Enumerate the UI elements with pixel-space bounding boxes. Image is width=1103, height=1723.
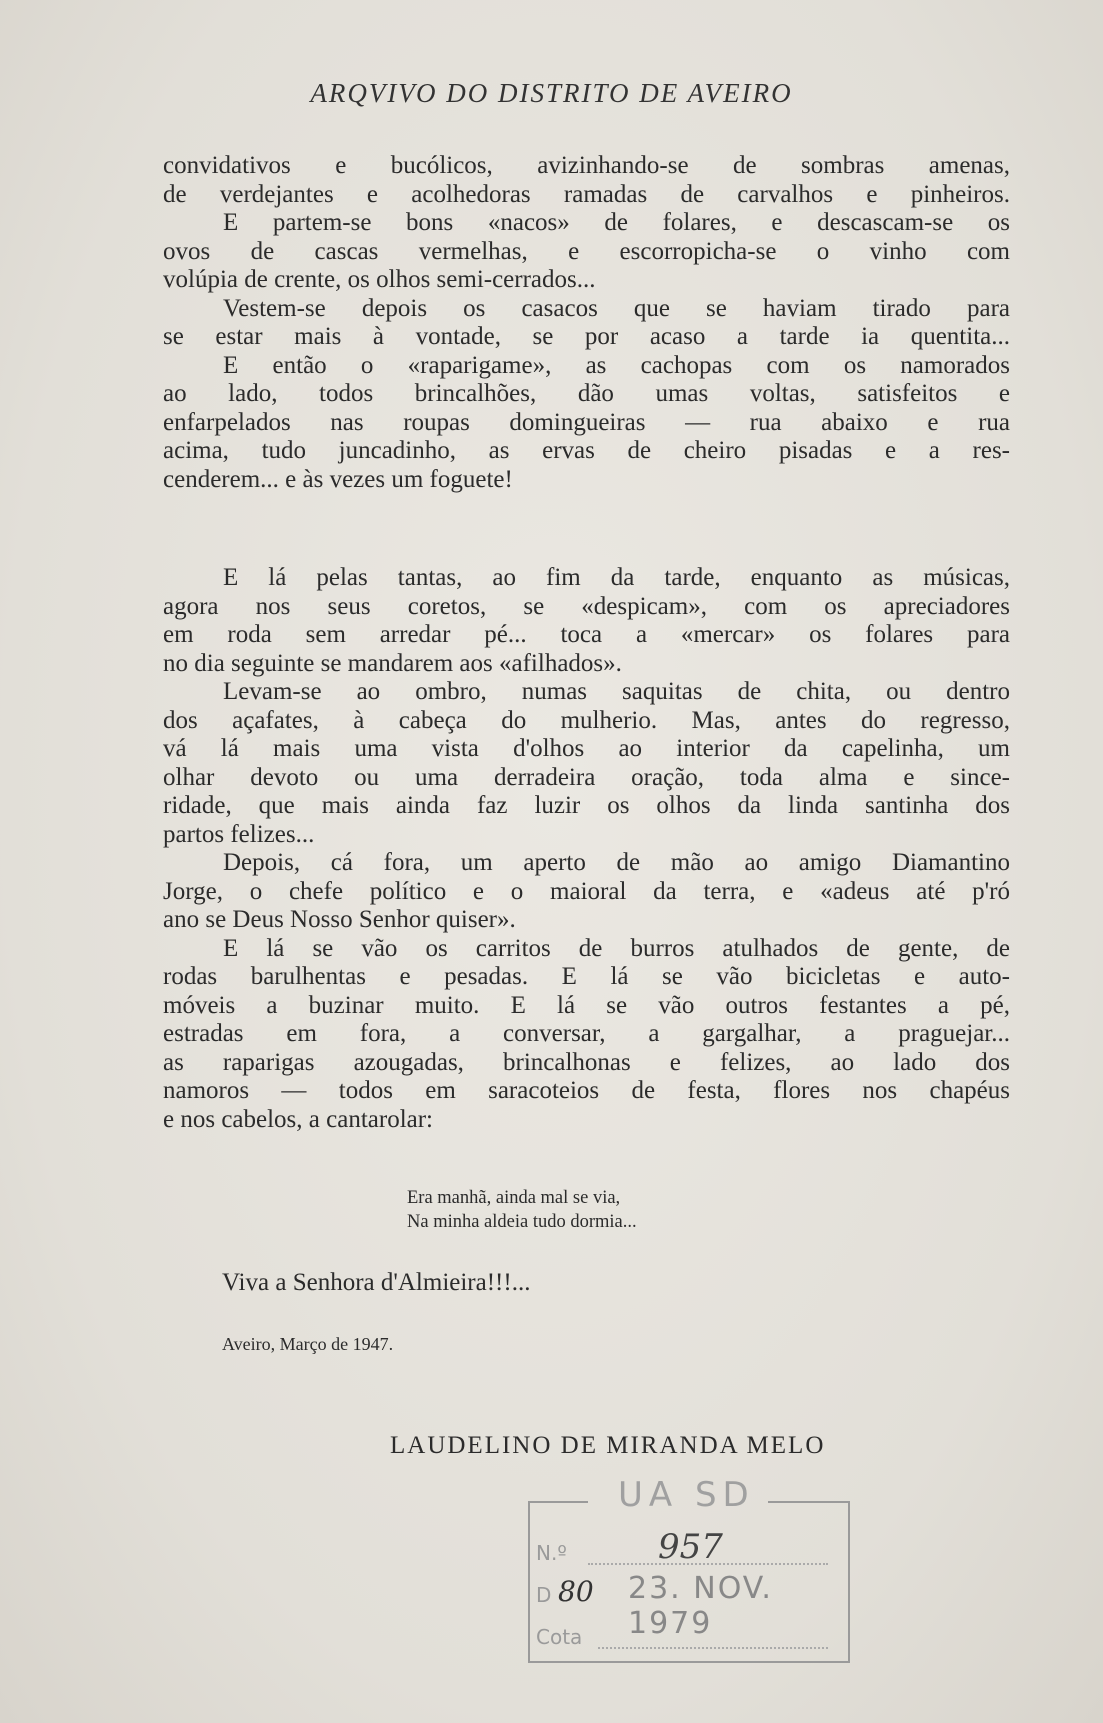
text-line: móveis a buzinar muito. E lá se vão outros festantes a pé,	[163, 991, 1010, 1019]
text-line: E partem-se bons «nacos» de folares, e descascam-se os	[223, 209, 1010, 236]
stamp-d-label: D	[536, 1583, 552, 1607]
verse-line: Era manhã, ainda mal se via,	[407, 1188, 621, 1208]
text-line: cenderem... e às vezes um foguete!	[163, 465, 513, 493]
stamp-institution: UA SD	[618, 1475, 755, 1515]
text-line: ano se Deus Nosso Senhor quiser».	[163, 906, 516, 933]
stamp-dotted-line	[598, 1647, 828, 1649]
text-line: ao lado, todos brincalhões, dão umas voltas, satisfeitos e	[163, 380, 1010, 407]
text-line: E lá se vão os carritos de burros atulhados de gente, de	[223, 934, 1010, 962]
text-line: em roda sem arredar pé... toca a «mercar» os folares para	[163, 621, 1010, 648]
stamp-d-value: 80	[558, 1575, 594, 1608]
text-line: e nos cabelos, a cantarolar:	[163, 1105, 434, 1133]
text-line: convidativos e bucólicos, avizinhando-se de sombras amenas,	[163, 152, 1010, 179]
stamp-date: 23. NOV. 1979	[628, 1571, 773, 1641]
text-line: agora nos seus coretos, se «despicam», com os apreciadores	[163, 592, 1010, 620]
text-line: Jorge, o chefe político e o maioral da terra, e «adeus até p'ró	[163, 877, 1010, 905]
text-line: dos açafates, à cabeça do mulherio. Mas, antes do regresso,	[163, 706, 1010, 734]
verse-quote	[407, 1186, 637, 1234]
stamp-n-label: N.º	[536, 1541, 567, 1565]
text-line: estradas em fora, a conversar, a gargalhar, a praguejar...	[163, 1020, 1010, 1047]
text-line: partos felizes...	[163, 820, 315, 848]
text-line: Levam-se ao ombro, numas saquitas de chita, ou dentro	[223, 678, 1010, 705]
author-signature: LAUDELINO DE MIRANDA MELO	[390, 1432, 826, 1459]
text-line: rodas barulhentas e pesadas. E lá se vão bicicletas e auto-	[163, 963, 1010, 990]
stamp-n-value: 957	[658, 1527, 723, 1567]
closing-exclamation: Viva a Senhora d'Almieira!!!...	[222, 1269, 531, 1296]
text-line: Vestem-se depois os casacos que se haviam tirado para	[223, 294, 1010, 322]
paragraph-block-1	[163, 152, 1010, 494]
text-line: acima, tudo juncadinho, as ervas de cheiro pisadas e a res-	[163, 437, 1010, 464]
text-line: namoros — todos em saracoteios de festa, flores nos chapéus	[163, 1077, 1010, 1104]
text-line: de verdejantes e acolhedoras ramadas de carvalhos e pinheiros.	[163, 180, 1010, 208]
stamp-c-label: Cota	[536, 1625, 583, 1649]
verse-line: Na minha aldeia tudo dormia...	[407, 1212, 637, 1232]
text-line: enfarpelados nas roupas domingueiras — rua abaixo e rua	[163, 408, 1010, 436]
library-stamp	[528, 1475, 853, 1665]
text-line: olhar devoto ou uma derradeira oração, toda alma e since-	[163, 763, 1010, 791]
text-line: vá lá mais uma vista d'olhos ao interior da capelinha, um	[163, 735, 1010, 762]
text-line: ridade, que mais ainda faz luzir os olhos da linda santinha dos	[163, 792, 1010, 819]
dateline: Aveiro, Março de 1947.	[222, 1334, 394, 1354]
text-line: E lá pelas tantas, ao fim da tarde, enquanto as músicas,	[223, 564, 1010, 591]
text-line: volúpia de crente, os olhos semi-cerrados...	[163, 266, 596, 293]
text-line: no dia seguinte se mandarem aos «afilhados».	[163, 649, 622, 677]
text-line: as raparigas azougadas, brincalhonas e felizes, ao lado dos	[163, 1048, 1010, 1076]
paragraph-block-2	[163, 564, 1010, 1134]
text-line: se estar mais à vontade, se por acaso a tarde ia quentita...	[163, 323, 1010, 350]
running-header: ARQVIVO DO DISTRITO DE AVEIRO	[310, 78, 793, 108]
text-line: ovos de cascas vermelhas, e escorropicha-se o vinho com	[163, 237, 1010, 265]
text-line: Depois, cá fora, um aperto de mão ao amigo Diamantino	[223, 849, 1010, 876]
text-line: E então o «raparigame», as cachopas com os namorados	[223, 351, 1010, 379]
